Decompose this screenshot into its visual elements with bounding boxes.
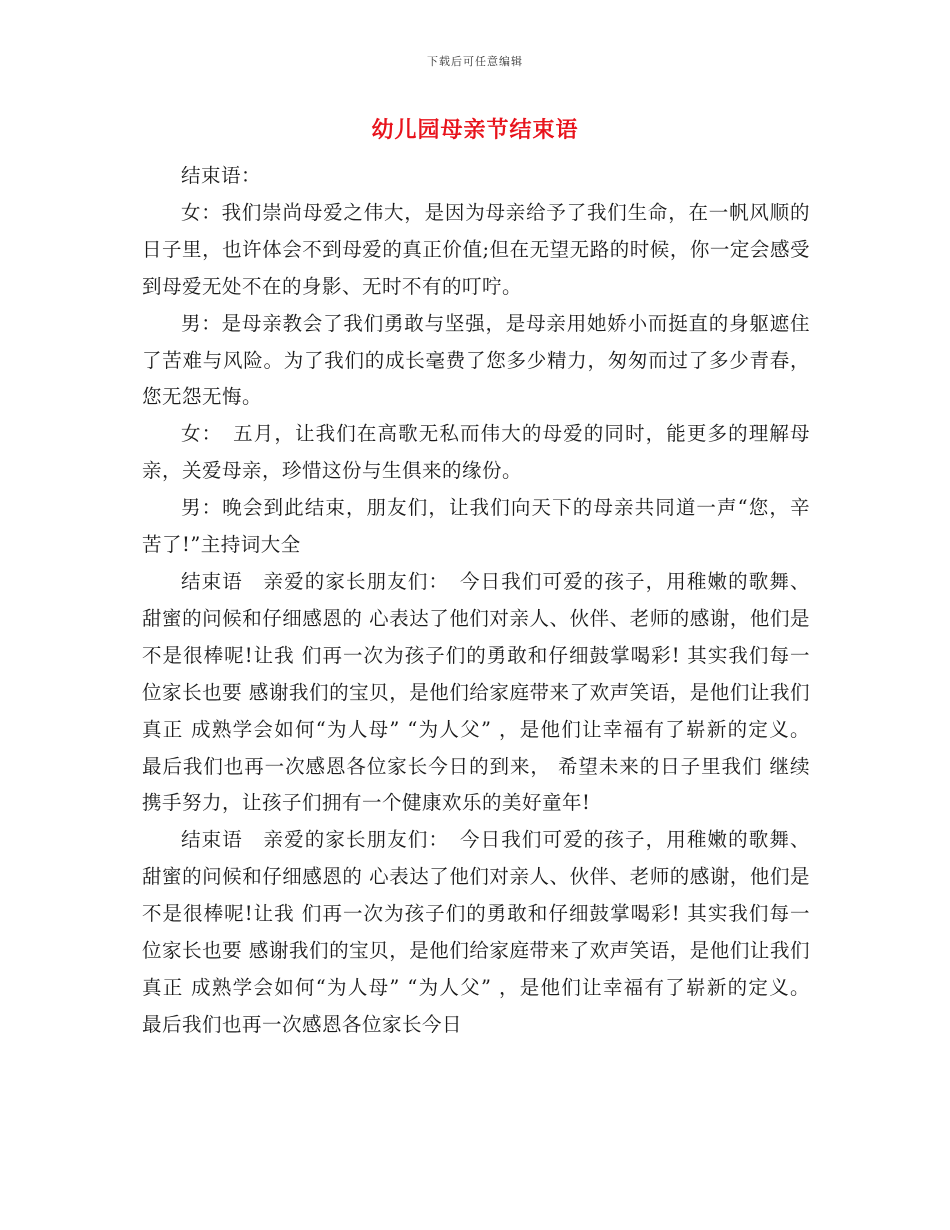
paragraph-female-host-2: 女： 五月，让我们在高歌无私而伟大的母爱的同时，能更多的理解母亲，关爱母亲，珍惜这份与生俱来的缘份。 <box>142 422 810 483</box>
paragraph-male-host-2: 男：晚会到此结束，朋友们，让我们向天下的母亲共同道一声“您，辛苦了!”主持词大全 <box>142 496 810 557</box>
page-header-note: 下载后可任意编辑 <box>427 55 523 68</box>
paragraph-female-host-1: 女：我们崇尚母爱之伟大，是因为母亲给予了我们生命，在一帆风顺的日子里，也许体会不到母爱的真正价值;但在无望无路的时候，你一定会感受到母爱无处不在的身影、无时不有的叮咛。 <box>142 200 810 298</box>
paragraph-closing-speech-2: 结束语 亲爱的家长朋友们： 今日我们可爱的孩子，用稚嫩的歌舞、甜蜜的问候和仔细感恩的 心表达了他们对亲人、伙伴、老师的感谢，他们是不是很棒呢!让我 们再一次为孩子们的勇敢和仔细鼓掌喝彩! 其实我们每一位家长也要 感谢我们的宝贝，是他们给家庭带来了欢声笑语，是他们让我们真正 成熟学会如何“为人母” “为人父” ，是他们让幸福有了崭新的定义。 最后我们也再一次感恩各位家长今日 <box>142 828 810 1036</box>
document-title: 幼儿园母亲节结束语 <box>371 117 579 143</box>
paragraph-closing-label: 结束语： <box>181 164 262 187</box>
paragraph-male-host-1: 男：是母亲教会了我们勇敢与坚强，是母亲用她娇小而挺直的身躯遮住了苦难与风险。为了我们的成长毫费了您多少精力，匆匆而过了多少青春，您无怨无悔。 <box>142 311 810 409</box>
document-body <box>142 158 810 1044</box>
paragraph-closing-speech-1: 结束语 亲爱的家长朋友们： 今日我们可爱的孩子，用稚嫩的歌舞、甜蜜的问候和仔细感恩的 心表达了他们对亲人、伙伴、老师的感谢，他们是不是很棒呢!让我 们再一次为孩子们的勇敢和仔细鼓掌喝彩! 其实我们每一位家长也要 感谢我们的宝贝，是他们给家庭带来了欢声笑语，是他们让我们真正 成熟学会如何“为人母” “为人父” ，是他们让幸福有了崭新的定义。 最后我们也再一次感恩各位家长今日的到来， 希望未来的日子里我们 继续携手努力，让孩子们拥有一个健康欢乐的美好童年! <box>142 569 810 815</box>
